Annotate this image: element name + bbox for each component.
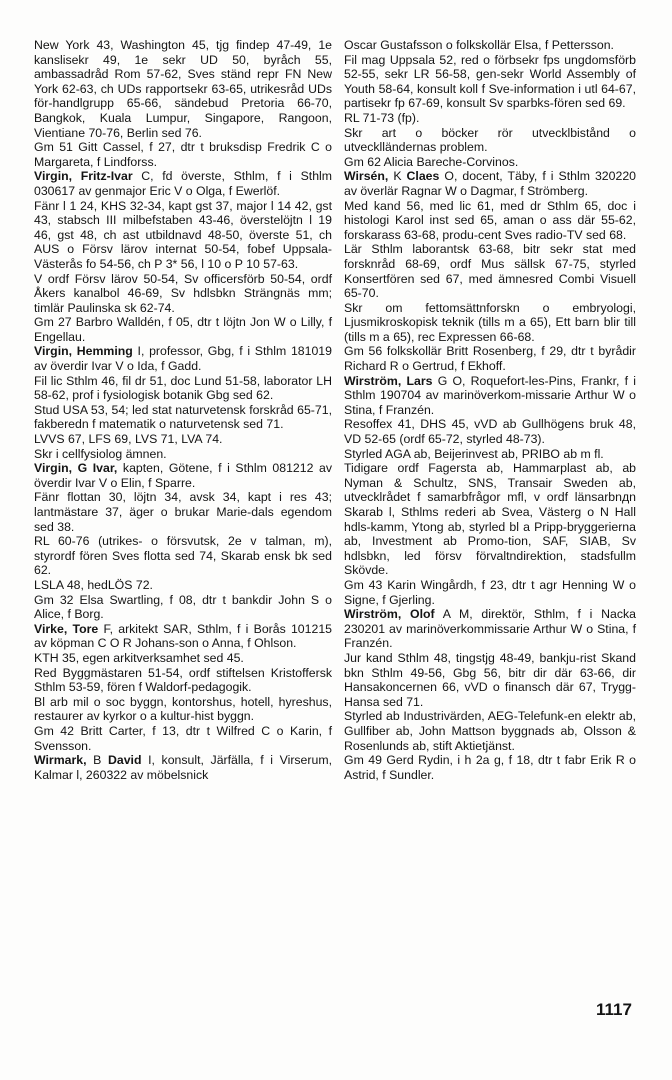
entry-continuation-riksdag: RL 71-73 (fp). <box>344 110 420 125</box>
entry-intro: kapten, Götene, f i Sthlm 081212 av överdir Ivar V o Elin, f Sparre. <box>34 461 333 490</box>
entry-memberships: LVVS 67, LFS 69, LVS 71, LVA 74. <box>34 432 223 447</box>
entry-positions: Stud USA 53, 54; led stat naturvetensk forskråd 65-71, fakberedn f matematik o naturvetensk sed 71. <box>34 402 332 432</box>
entry-virgin-fritz-ivar <box>34 169 332 344</box>
entry-intro: A M, direktör, Sthlm, f i Nacka 230201 av marinöverkommissarie Arthur W o Stina, f Franzén. <box>344 607 636 651</box>
entry-positions: V ordf Försv lärov 50-54, Sv officersförb 50-54, ordf Åkers kanalbol 46-69, Sv hdlsbkn Strängnäs mm; timlär Paulinska sk 62-74. <box>34 271 332 315</box>
entry-marriage: Gm 27 Barbro Walldén, f 05, dtr t löjtn Jon W o Lilly, f Engellau. <box>34 315 332 344</box>
entry-wirsen-claes <box>344 169 636 373</box>
entry-intro: I, konsult, Järfälla, f i Virserum, Kalmar l, 260322 av möbelsnick <box>34 753 332 782</box>
entry-career: Fänr flottan 30, löjtn 34, avsk 34, kapt i res 43; lantmästare 37, äger o brukar Marie-dals egendom sed 38. <box>34 490 332 534</box>
entry-career: Med kand 56, med lic 61, med dr Sthlm 65, doc i histologi Karol inst sed 65, aman o ass där 55-62, forskarass 63-68, produ-cent Sves radio-TV sed 68. <box>344 198 636 242</box>
entry-name: Virgin, G Ivar, <box>34 461 118 476</box>
entry-positions: RL 60-76 (utrikes- o försvutsk, 2e v talman, m), styrordf fören Sves flotta sed 74, Skarab ensk bk sed 62. <box>34 534 332 578</box>
entry-works: Bl arb mil o soc byggn, kontorshus, hotell, hyreshus, restaurer av kyrkor o a kultur-hist byggn. <box>34 694 332 724</box>
page-number: 1117 <box>596 1000 632 1019</box>
entry-marriage: Gm 32 Elsa Swartling, f 08, dtr t bankdir John S o Alice, f Borg. <box>34 592 332 622</box>
entry-marriage: Gm 56 folkskollär Britt Rosenberg, f 29, dtr t byrådir Richard R o Gertrud, f Ekhoff. <box>344 344 636 374</box>
entry-name: Wirmark, <box>34 753 87 768</box>
entry-wirmark-david <box>34 753 332 782</box>
entry-boards: Styrled AGA ab, Beijerinvest ab, PRIBO ab m fl. <box>344 446 604 461</box>
entry-continuation-career: Fil mag Uppsala 52, red o förbsekr fps ungdomsförb 52-55, sekr LR 56-58, gen-sekr World Assembly of Youth 58-64, konsult koll f Sve-information i utl 64-67, partisekr fp 67-69, konsult Sv sparbks-fören sed 69. <box>344 52 636 111</box>
entry-intro: G O, Roquefort-les-Pins, Frankr, f i Sthlm 190704 av marinöverkom-missarie Arthur W o Stina, f Franzén. <box>344 373 636 417</box>
entry-marriage: Gm 43 Karin Wingårdh, f 23, dtr t agr Henning W o Signe, f Gjerling. <box>344 577 636 607</box>
entry-career: Fil lic Sthlm 46, fil dr 51, doc Lund 51-58, laborator LH 58-62, prof i fysiologisk botanik Gbg sed 62. <box>34 373 332 403</box>
entry-career: Fänr l 1 24, KHS 32-34, kapt gst 37, major l 14 42, gst 43, stabsch III milbefstaben 43-46, överstelöjtn l 19 46, gst 48, ch ast utbildnavd 48-50, överste 51, ch AUS o Försv lärov internat 50-54, fobef Uppsala-Västerås fo 54-56, ch P 3* 56, l 10 o P 10 57-63. <box>34 198 332 271</box>
entry-wirstrom-lars <box>344 374 636 608</box>
entry-name: Wirström, Lars <box>344 373 433 388</box>
entry-name-given: Claes <box>406 169 440 184</box>
entry-boards: Styrled ab Industrivärden, AEG-Telefunk-en elektr ab, Gullfiber ab, John Mattson byggnads ab, Olsson & Rosenlunds ab, stift Aktietjänst. <box>344 709 636 753</box>
entry-positions: Red Byggmästaren 51-54, ordf stiftelsen Kristoffersk Sthlm 53-59, fören f Waldorf-pedagogik. <box>34 665 332 695</box>
entry-continuation-writings: Skr art o böcker rör utvecklbistånd o utvecklländernas problem. <box>344 125 636 155</box>
entry-name: Wirsén, <box>344 169 389 184</box>
entry-former-positions: Tidigare ordf Fagersta ab, Hammarplast ab, ab Nyman & Schultz, SNS, Transair Sweden ab, utvecklrådet f samarbfrågor mfl, v ordf länsarbnдn Skarab l, Sthlms rederi ab Svea, Västerg o N Hall hdls-kamm, Ytong ab, styrled bl a Pripp-bryggerierna ab, Investment ab Promo-tion, SAF, SIAB, Sv hdlsbkn, led försv förvaltndirektion, stadsfullm Skövde. <box>344 461 636 578</box>
entry-virgin-ivar <box>34 461 332 622</box>
entry-continuation-marriage: Gm 62 Alicia Bareche-Corvinos. <box>344 154 519 169</box>
entry-name: Virke, Tore <box>34 621 99 636</box>
right-column <box>344 38 636 782</box>
entry-writings: Skr i cellfysiolog ämnen. <box>34 446 167 461</box>
entry-intro: C, fd överste, Sthlm, f i Sthlm 030617 av genmajor Eric V o Olga, f Ewerlöf. <box>34 169 333 198</box>
entry-virgin-hemming <box>34 344 332 461</box>
entry-career: KTH 35, egen arkitverksamhet sed 45. <box>34 650 244 665</box>
entry-career: Jur kand Sthlm 48, tingstjg 48-49, bankju-rist Skand bkn Sthlm 49-56, Gbg 56, bitr dir där 63-66, dir Hansakoncernen 66, vVD o finansch där 67, Trygg-Hansa sed 71. <box>344 650 636 709</box>
entry-name: Wirström, Olof <box>344 607 435 622</box>
entry-name-initial: B <box>86 753 108 768</box>
entry-intro: O, docent, Täby, f i Sthlm 320220 av överlär Ragnar W o Dagmar, f Strömberg. <box>344 169 636 198</box>
entry-career: Resoffex 41, DHS 45, vVD ab Gullhögens bruk 48, VD 52-65 (ordf 65-72, styrled 48-73). <box>344 417 636 447</box>
entry-name: Virgin, Fritz-Ivar <box>34 169 133 184</box>
entry-memberships: LSLA 48, hedLÖS 72. <box>34 577 153 592</box>
entry-marriage: Gm 49 Gerd Rydin, i h 2a g, f 18, dtr t fabr Erik R o Astrid, f Sundler. <box>344 753 636 782</box>
entry-virke-tore <box>34 622 332 753</box>
entry-name-given: David <box>107 753 142 768</box>
entry-writings: Skr om fettomsättnforskn o embryologi, Ljusmikroskopisk teknik (tills m a 65), Ett barn blir till (tills m a 65), rec Expressen 66-68. <box>344 300 636 344</box>
entry-continuation-parents: Oscar Gustafsson o folkskollär Elsa, f Pettersson. <box>344 38 614 52</box>
entry-intro: I, professor, Gbg, f i Sthlm 181019 av överdir Ivar V o Ida, f Gadd. <box>34 344 332 374</box>
entry-name: Virgin, Hemming <box>34 344 133 359</box>
entry-intro: F, arkitekt SAR, Sthlm, f i Borås 101215 av köpman C O R Johans-son o Anna, f Ohlson. <box>34 621 332 651</box>
entry-continuation-text: New York 43, Washington 45, tjg findep 47-49, 1e kanslisekr 49, 1e sekr UD 50, byråch 55, ambassadråd Rom 57-62, Sves ständ repr FN New York 62-63, ch UDs rapportsekr 63-65, utrikesråd UDs för-handlgrupp 65-66, sändebud Pretoria 66-70, Bangkok, Kuala Lumpur, Singapore, Rangoon, Vientiane 70-76, Berlin sed 76. <box>34 38 332 140</box>
entry-name-initial: K <box>388 169 407 184</box>
left-column <box>34 38 332 782</box>
entry-continuation-marriage: Gm 51 Gitt Cassel, f 27, dtr t bruksdisp Fredrik C o Margareta, f Lindforss. <box>34 140 332 169</box>
entry-positions: Lär Sthlm laborantsk 63-68, bitr sekr stat med forsknråd 68-69, ordf Mus sällsk 67-75, styrled Konsertfören sed 67, med ämnesred Combi Visuell 65-70. <box>344 242 636 301</box>
entry-wirstrom-olof <box>344 607 636 782</box>
entry-marriage: Gm 42 Britt Carter, f 13, dtr t Wilfred C o Karin, f Svensson. <box>34 723 332 753</box>
